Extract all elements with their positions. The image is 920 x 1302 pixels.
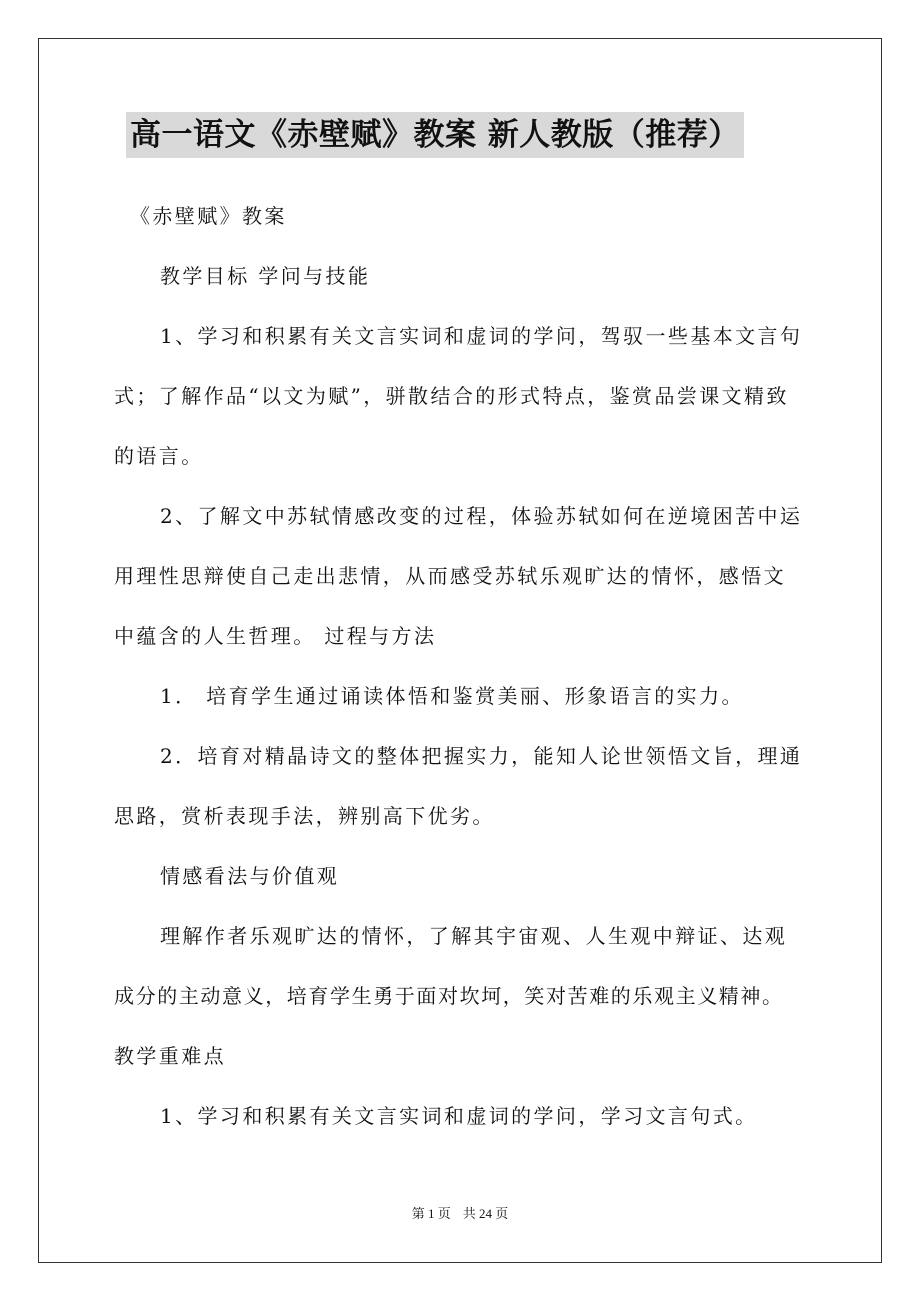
text-line: 1． 培育学生通过诵读体悟和鉴赏美丽、形象语言的实力。 [160, 684, 744, 708]
text-line: 2、了解文中苏轼情感改变的过程，体验苏轼如何在逆境困苦中运 [160, 504, 803, 528]
text-line: 成分的主动意义，培育学生勇于面对坎坷，笑对苦难的乐观主义精神。 [114, 984, 784, 1008]
text-line: 用理性思辩使自己走出悲情，从而感受苏轼乐观旷达的情怀，感悟文 [114, 564, 786, 588]
page-total: 共 24 页 [462, 1206, 509, 1221]
text-line: 1、学习和积累有关文言实词和虚词的学问，驾驭一些基本文言句 [160, 324, 803, 348]
document-title: 高一语文《赤壁赋》教案 新人教版（推荐） [126, 112, 744, 158]
text-line: 2．培育对精晶诗文的整体把握实力，能知人论世领悟文旨，理通 [160, 744, 803, 768]
page-footer [0, 1206, 920, 1222]
text-line: 式；了解作品“以文为赋”，骈散结合的形式特点，鉴赏品尝课文精致 [114, 384, 789, 408]
text-line: 思路，赏析表现手法，辨别高下优劣。 [114, 804, 495, 828]
text-line: 中蕴含的人生哲理。 过程与方法 [114, 624, 437, 648]
text-line: 1、学习和积累有关文言实词和虚词的学问，学习文言句式。 [160, 1104, 758, 1128]
text-line-attitude-heading: 情感看法与价值观 [160, 864, 340, 888]
page-number: 第 1 页 [411, 1206, 451, 1221]
text-line-key-points-heading: 教学重难点 [114, 1044, 226, 1068]
text-line: 的语言。 [114, 444, 204, 468]
text-line: 理解作者乐观旷达的情怀，了解其宇宙观、人生观中辩证、达观 [160, 924, 788, 948]
text-line-lesson-heading: 《赤壁赋》教案 [130, 204, 287, 228]
text-line-objectives-heading: 教学目标 学问与技能 [160, 264, 371, 288]
